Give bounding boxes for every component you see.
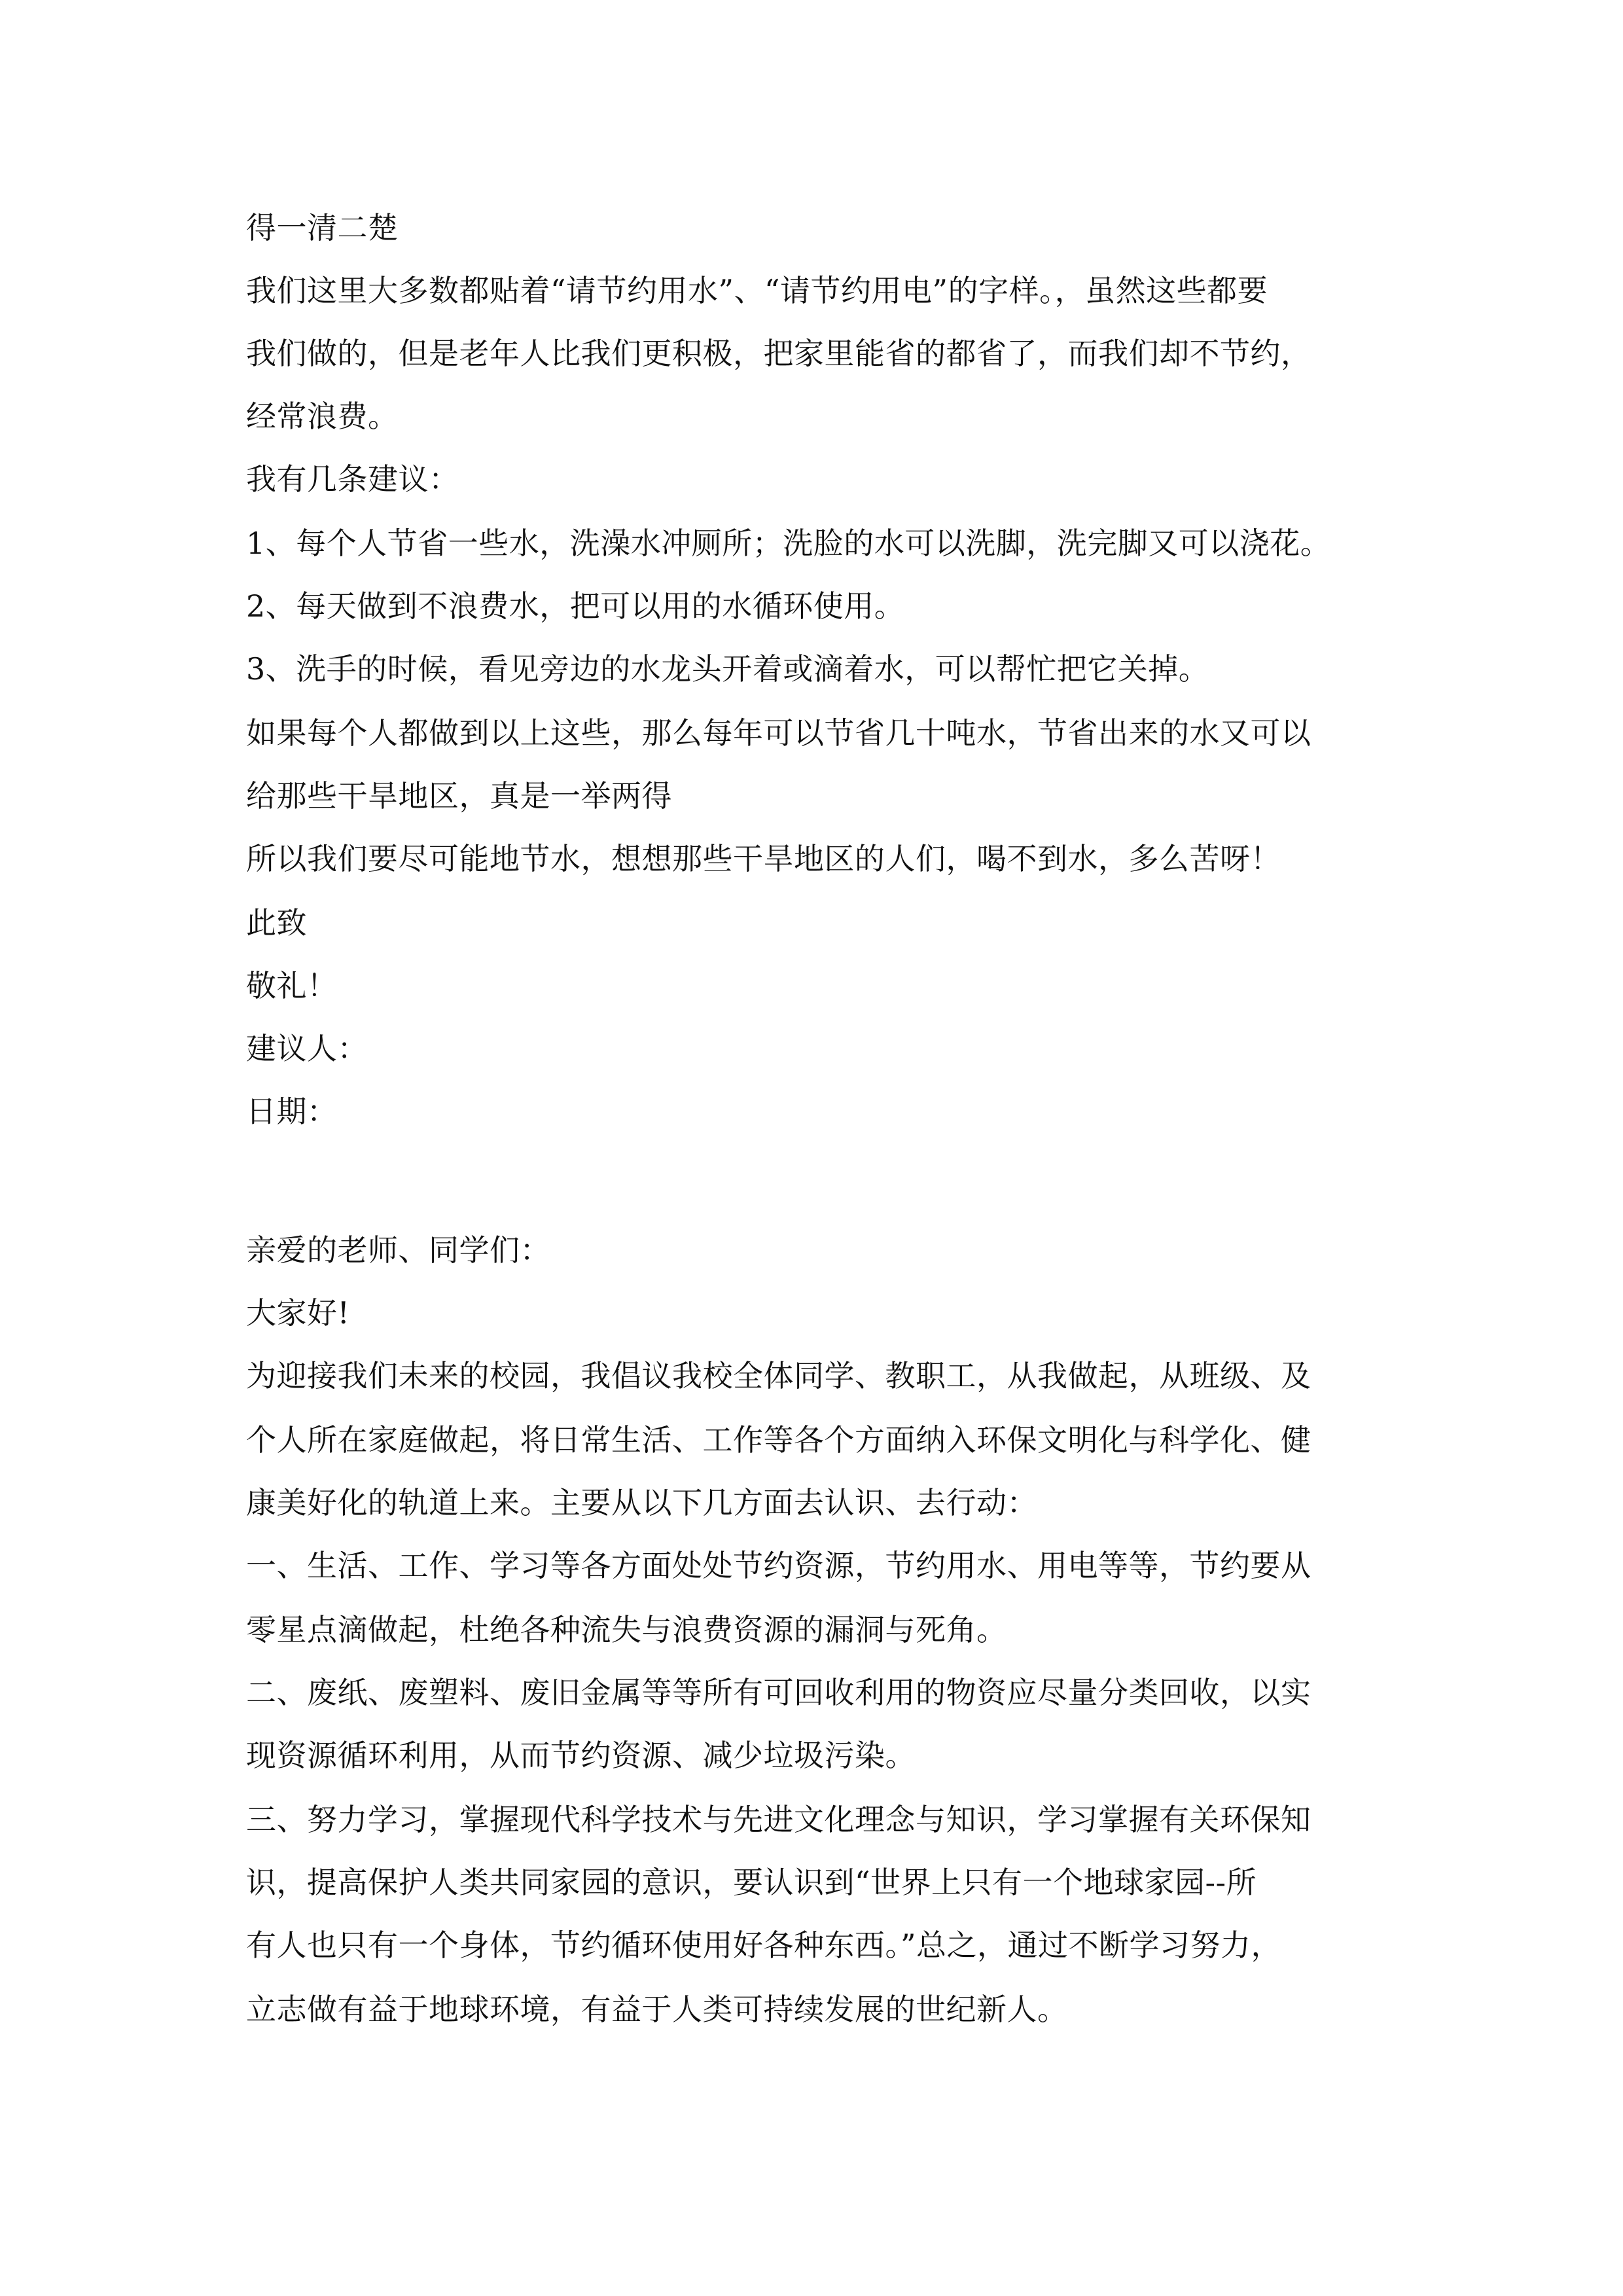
letter1-line-3: 我们做的，但是老年人比我们更积极，把家里能省的都省了，而我们却不节约，: [246, 336, 1311, 371]
letter1-line-11: 所以我们要尽可能地节水，想想那些干旱地区的人们，喝不到水，多么苦呀！: [246, 841, 1281, 876]
letter2-line-11: 识，提高保护人类共同家园的意识，要认识到“世界上只有一个地球家园--所: [246, 1865, 1257, 1900]
letter1-line-2: 我们这里大多数都贴着“请节约用水”、“请节约用电”的字样。，虽然这些都要: [246, 273, 1268, 308]
letter1-line-4: 经常浪费。: [246, 399, 399, 434]
letter1-line-7: 2、每天做到不浪费水，把可以用的水循环使用。: [246, 588, 905, 624]
letter1-line-13: 敬礼！: [246, 968, 338, 1003]
letter2-line-10: 三、努力学习，掌握现代科学技术与先进文化理念与知识，学习掌握有关环保知: [246, 1802, 1311, 1837]
letter2-line-7: 零星点滴做起，杜绝各种流失与浪费资源的漏洞与死角。: [246, 1612, 1007, 1647]
letter2-line-3: 为迎接我们未来的校园，我倡议我校全体同学、教职工，从我做起，从班级、及: [246, 1358, 1311, 1393]
letter1-line-1: 得一清二楚: [246, 210, 399, 245]
letter1-line-14: 建议人：: [246, 1031, 368, 1066]
letter2-line-13: 立志做有益于地球环境，有益于人类可持续发展的世纪新人。: [246, 1992, 1068, 2027]
letter2-line-4: 个人所在家庭做起，将日常生活、工作等各个方面纳入环保文明化与科学化、健: [246, 1422, 1311, 1458]
letter1-line-5: 我有几条建议：: [246, 461, 459, 497]
letter1-line-8: 3、洗手的时候，看见旁边的水龙头开着或滴着水，可以帮忙把它关掉。: [246, 651, 1209, 687]
letter2-line-8: 二、废纸、废塑料、废旧金属等等所有可回收利用的物资应尽量分类回收，以实: [246, 1675, 1311, 1710]
letter2-line-2: 大家好!: [246, 1295, 350, 1331]
letter1-line-12: 此致: [246, 905, 307, 941]
letter2-line-1: 亲爱的老师、同学们：: [246, 1232, 550, 1268]
letter2-line-12: 有人也只有一个身体，节约循环使用好各种东西。”总之，通过不断学习努力，: [246, 1928, 1282, 1963]
letter1-line-6: 1、每个人节省一些水，洗澡水冲厕所；洗脸的水可以洗脚，洗完脚又可以浇花。: [246, 526, 1331, 561]
letter2-line-5: 康美好化的轨道上来。主要从以下几方面去认识、去行动：: [246, 1485, 1037, 1520]
letter2-line-9: 现资源循环利用，从而节约资源、减少垃圾污染。: [246, 1738, 916, 1773]
letter1-line-10: 给那些干旱地区，真是一举两得: [246, 778, 672, 814]
letter2-line-6: 一、生活、工作、学习等各方面处处节约资源，节约用水、用电等等，节约要从: [246, 1548, 1311, 1583]
letter1-line-9: 如果每个人都做到以上这些，那么每年可以节省几十吨水，节省出来的水又可以: [246, 715, 1311, 751]
letter1-line-15: 日期：: [246, 1094, 338, 1129]
